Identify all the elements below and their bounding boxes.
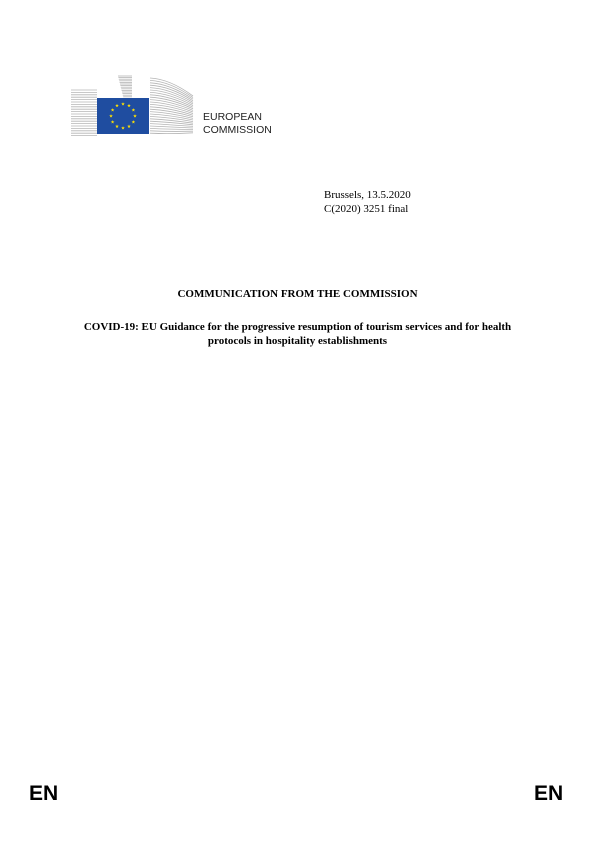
document-id: C(2020) 3251 final — [324, 203, 409, 215]
document-reference — [324, 188, 411, 216]
place-date: Brussels, 13.5.2020 — [324, 189, 411, 201]
document-subject: COVID-19: EU Guidance for the progressive resumption of tourism services and for health protocols in hospitality establishments — [83, 321, 512, 347]
org-name-line2: COMMISSION — [203, 124, 272, 136]
org-name-line1: EUROPEAN — [203, 111, 262, 123]
document-heading: COMMUNICATION FROM THE COMMISSION — [177, 288, 418, 300]
language-code-left: EN — [29, 782, 59, 805]
organization-name — [203, 111, 272, 137]
language-code-right: EN — [534, 782, 564, 805]
european-commission-logo — [68, 70, 198, 140]
